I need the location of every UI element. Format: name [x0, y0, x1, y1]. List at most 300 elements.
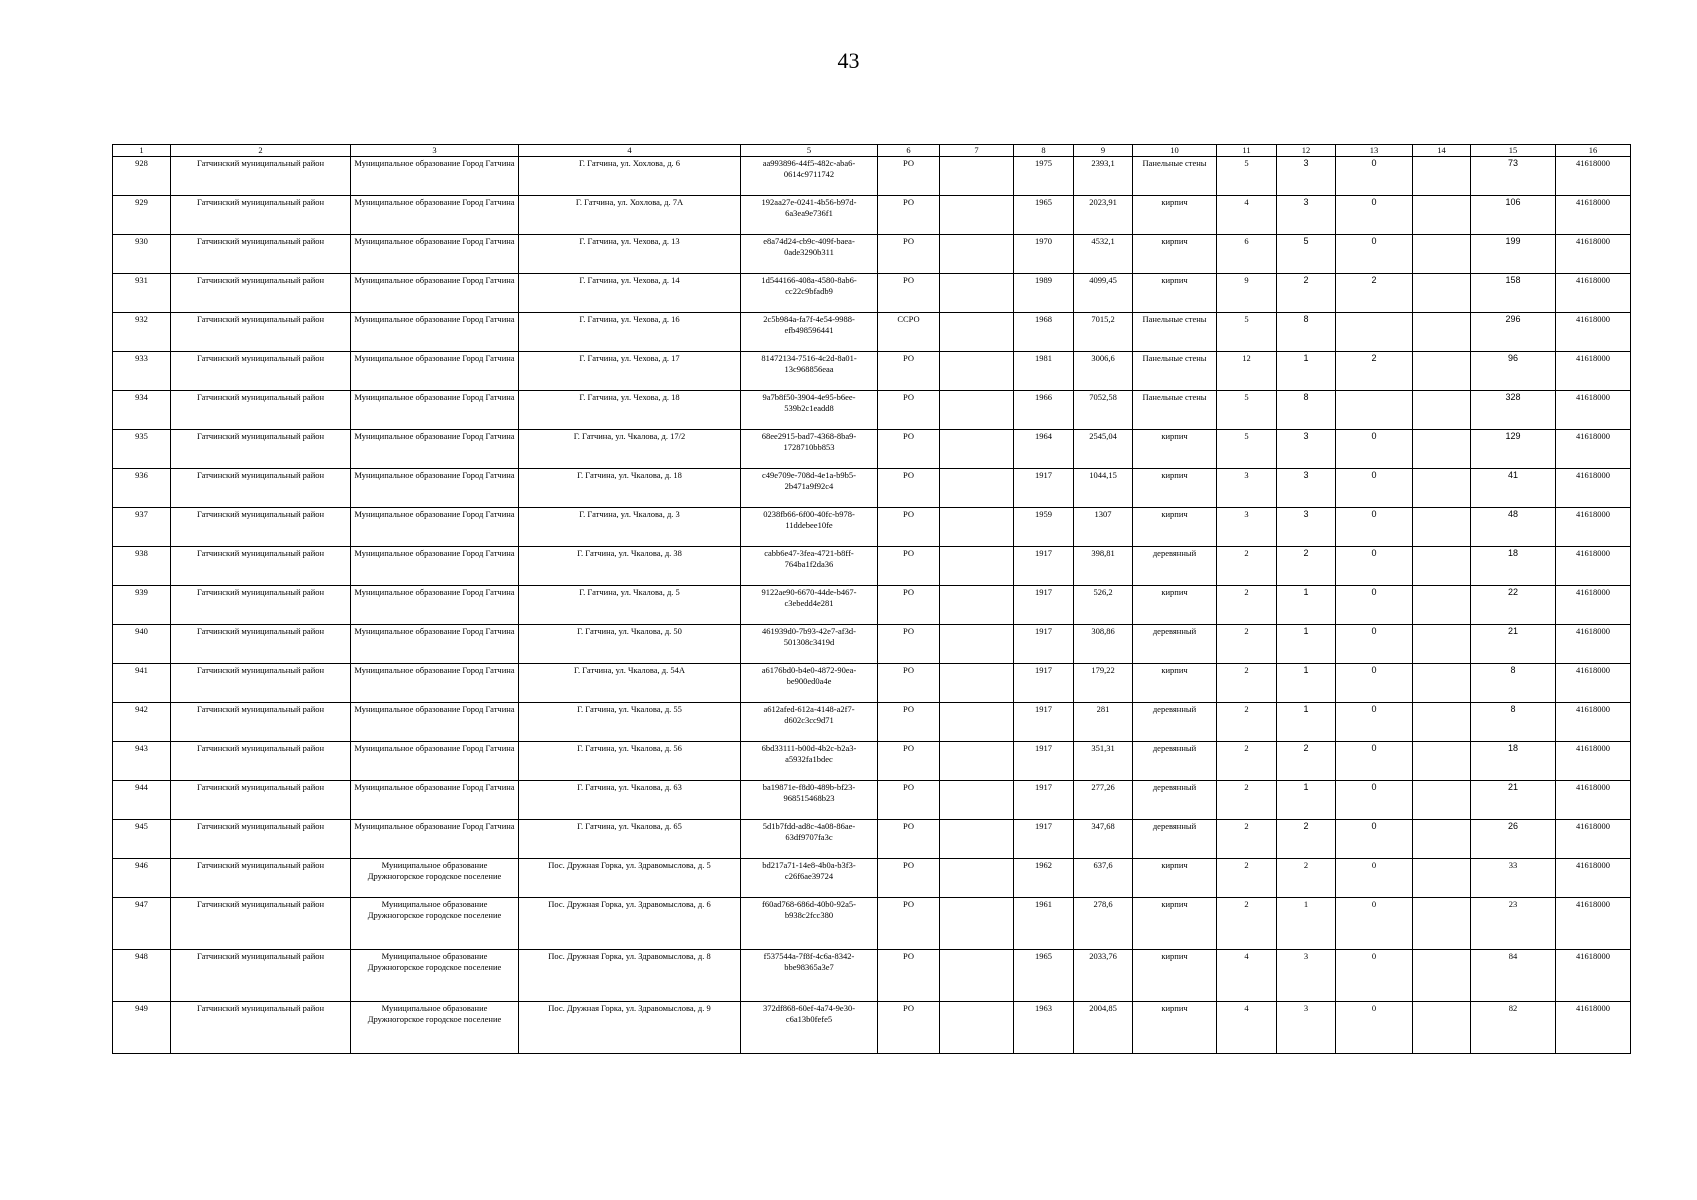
- cell-floors: 4: [1217, 1002, 1277, 1054]
- cell-floors: 2: [1217, 859, 1277, 898]
- cell-col-7: [940, 664, 1014, 703]
- table-row: [113, 586, 1631, 625]
- cell-fund-type: РО: [878, 625, 940, 664]
- cell-col-7: [940, 157, 1014, 196]
- cell-address: Г. Гатчина, ул. Чкалова, д. 56: [519, 742, 741, 781]
- cell-oktmo-code: 41618000: [1556, 196, 1631, 235]
- cell-municipality: Муниципальное образование Город Гатчина: [351, 352, 519, 391]
- cell-col-7: [940, 196, 1014, 235]
- cell-building-guid: 5d1b7fdd-ad8c-4a08-86ae-63df9707fa3c: [741, 820, 878, 859]
- cell-municipality: Муниципальное образование Город Гатчина: [351, 274, 519, 313]
- cell-municipality: Муниципальное образование Дружногорское городское поселение: [351, 898, 519, 950]
- cell-municipality: Муниципальное образование Город Гатчина: [351, 781, 519, 820]
- cell-col-7: [940, 742, 1014, 781]
- cell-col-14: [1413, 664, 1471, 703]
- cell-building-guid: e8a74d24-cb9c-409f-baea-0ade3290b311: [741, 235, 878, 274]
- cell-address: Г. Гатчина, ул. Чехова, д. 13: [519, 235, 741, 274]
- cell-total-area: 2023,91: [1074, 196, 1133, 235]
- cell-municipality: Муниципальное образование Город Гатчина: [351, 664, 519, 703]
- cell-col-7: [940, 625, 1014, 664]
- cell-oktmo-code: 41618000: [1556, 235, 1631, 274]
- cell-total-area: 637,6: [1074, 859, 1133, 898]
- table-row: [113, 820, 1631, 859]
- column-header-12: 12: [1277, 145, 1336, 157]
- cell-address: Г. Гатчина, ул. Чкалова, д. 17/2: [519, 430, 741, 469]
- cell-row-number: 937: [113, 508, 171, 547]
- cell-oktmo-code: 41618000: [1556, 820, 1631, 859]
- cell-col-14: [1413, 781, 1471, 820]
- cell-build-year: 1917: [1014, 742, 1074, 781]
- cell-col-14: [1413, 352, 1471, 391]
- cell-entrances: 3: [1277, 196, 1336, 235]
- cell-col-14: [1413, 235, 1471, 274]
- cell-build-year: 1965: [1014, 950, 1074, 1002]
- cell-residents: 328: [1471, 391, 1556, 430]
- cell-oktmo-code: 41618000: [1556, 742, 1631, 781]
- cell-fund-type: РО: [878, 547, 940, 586]
- cell-entrances: 2: [1277, 547, 1336, 586]
- table-row: [113, 703, 1631, 742]
- cell-entrances: 1: [1277, 352, 1336, 391]
- cell-residents: 84: [1471, 950, 1556, 1002]
- column-header-11: 11: [1217, 145, 1277, 157]
- cell-address: Пос. Дружная Горка, ул. Здравомыслова, д. 5: [519, 859, 741, 898]
- cell-municipality: Муниципальное образование Город Гатчина: [351, 625, 519, 664]
- cell-oktmo-code: 41618000: [1556, 703, 1631, 742]
- cell-fund-type: РО: [878, 1002, 940, 1054]
- cell-district: Гатчинский муниципальный район: [171, 586, 351, 625]
- cell-wall-material: деревянный: [1133, 703, 1217, 742]
- cell-wall-material: кирпич: [1133, 235, 1217, 274]
- cell-wall-material: кирпич: [1133, 274, 1217, 313]
- column-header-16: 16: [1556, 145, 1631, 157]
- cell-wall-material: деревянный: [1133, 625, 1217, 664]
- cell-col-14: [1413, 196, 1471, 235]
- table-row: [113, 235, 1631, 274]
- cell-municipality: Муниципальное образование Дружногорское городское поселение: [351, 1002, 519, 1054]
- table-row: [113, 508, 1631, 547]
- cell-col-14: [1413, 313, 1471, 352]
- cell-build-year: 1963: [1014, 1002, 1074, 1054]
- table-row: [113, 1002, 1631, 1054]
- cell-building-guid: 192aa27e-0241-4b56-b97d-6a3ea9e736f1: [741, 196, 878, 235]
- cell-row-number: 942: [113, 703, 171, 742]
- cell-fund-type: РО: [878, 898, 940, 950]
- cell-oktmo-code: 41618000: [1556, 391, 1631, 430]
- cell-total-area: 1307: [1074, 508, 1133, 547]
- cell-residents: 21: [1471, 625, 1556, 664]
- cell-col-13: 0: [1336, 664, 1413, 703]
- cell-row-number: 945: [113, 820, 171, 859]
- cell-municipality: Муниципальное образование Город Гатчина: [351, 742, 519, 781]
- cell-col-14: [1413, 625, 1471, 664]
- cell-municipality: Муниципальное образование Город Гатчина: [351, 391, 519, 430]
- cell-col-13: [1336, 313, 1413, 352]
- cell-wall-material: кирпич: [1133, 586, 1217, 625]
- cell-col-13: 0: [1336, 547, 1413, 586]
- cell-oktmo-code: 41618000: [1556, 274, 1631, 313]
- cell-row-number: 932: [113, 313, 171, 352]
- cell-col-7: [940, 586, 1014, 625]
- cell-col-14: [1413, 859, 1471, 898]
- cell-entrances: 2: [1277, 859, 1336, 898]
- cell-col-7: [940, 898, 1014, 950]
- cell-district: Гатчинский муниципальный район: [171, 664, 351, 703]
- cell-wall-material: Панельные стены: [1133, 313, 1217, 352]
- cell-build-year: 1917: [1014, 781, 1074, 820]
- cell-address: Г. Гатчина, ул. Чкалова, д. 50: [519, 625, 741, 664]
- column-header-3: 3: [351, 145, 519, 157]
- cell-municipality: Муниципальное образование Город Гатчина: [351, 547, 519, 586]
- cell-district: Гатчинский муниципальный район: [171, 157, 351, 196]
- cell-col-13: 0: [1336, 703, 1413, 742]
- cell-total-area: 1044,15: [1074, 469, 1133, 508]
- page-number: 43: [837, 48, 860, 73]
- cell-municipality: Муниципальное образование Город Гатчина: [351, 196, 519, 235]
- cell-municipality: Муниципальное образование Дружногорское городское поселение: [351, 950, 519, 1002]
- cell-total-area: 2004,85: [1074, 1002, 1133, 1054]
- cell-municipality: Муниципальное образование Город Гатчина: [351, 235, 519, 274]
- cell-floors: 2: [1217, 664, 1277, 703]
- cell-row-number: 949: [113, 1002, 171, 1054]
- column-header-5: 5: [741, 145, 878, 157]
- cell-wall-material: деревянный: [1133, 742, 1217, 781]
- cell-address: Г. Гатчина, ул. Чкалова, д. 65: [519, 820, 741, 859]
- cell-wall-material: кирпич: [1133, 508, 1217, 547]
- cell-build-year: 1917: [1014, 703, 1074, 742]
- cell-col-7: [940, 859, 1014, 898]
- cell-col-7: [940, 274, 1014, 313]
- cell-fund-type: РО: [878, 352, 940, 391]
- cell-residents: 8: [1471, 664, 1556, 703]
- cell-district: Гатчинский муниципальный район: [171, 781, 351, 820]
- cell-address: Г. Гатчина, ул. Чкалова, д. 55: [519, 703, 741, 742]
- cell-col-13: 0: [1336, 898, 1413, 950]
- column-header-14: 14: [1413, 145, 1471, 157]
- cell-floors: 2: [1217, 625, 1277, 664]
- table-body: [113, 157, 1631, 1054]
- cell-fund-type: РО: [878, 950, 940, 1002]
- cell-build-year: 1989: [1014, 274, 1074, 313]
- cell-municipality: Муниципальное образование Город Гатчина: [351, 313, 519, 352]
- cell-district: Гатчинский муниципальный район: [171, 625, 351, 664]
- cell-district: Гатчинский муниципальный район: [171, 430, 351, 469]
- cell-col-13: 0: [1336, 1002, 1413, 1054]
- cell-entrances: 3: [1277, 508, 1336, 547]
- cell-wall-material: Панельные стены: [1133, 352, 1217, 391]
- cell-build-year: 1970: [1014, 235, 1074, 274]
- column-header-4: 4: [519, 145, 741, 157]
- cell-building-guid: 2c5b984a-fa7f-4e54-9988-efb498596441: [741, 313, 878, 352]
- cell-build-year: 1968: [1014, 313, 1074, 352]
- cell-address: Г. Гатчина, ул. Чехова, д. 16: [519, 313, 741, 352]
- cell-entrances: 1: [1277, 898, 1336, 950]
- cell-col-13: 0: [1336, 950, 1413, 1002]
- cell-residents: 73: [1471, 157, 1556, 196]
- cell-residents: 21: [1471, 781, 1556, 820]
- cell-fund-type: РО: [878, 781, 940, 820]
- cell-municipality: Муниципальное образование Город Гатчина: [351, 820, 519, 859]
- cell-col-14: [1413, 703, 1471, 742]
- cell-entrances: 2: [1277, 274, 1336, 313]
- table-row: [113, 391, 1631, 430]
- cell-district: Гатчинский муниципальный район: [171, 1002, 351, 1054]
- cell-entrances: 8: [1277, 313, 1336, 352]
- cell-fund-type: РО: [878, 586, 940, 625]
- cell-total-area: 2033,76: [1074, 950, 1133, 1002]
- cell-building-guid: 0238fb66-6f00-40fc-b978-11ddebee10fe: [741, 508, 878, 547]
- cell-total-area: 4099,45: [1074, 274, 1133, 313]
- cell-municipality: Муниципальное образование Город Гатчина: [351, 508, 519, 547]
- table-row: [113, 157, 1631, 196]
- cell-wall-material: кирпич: [1133, 859, 1217, 898]
- cell-district: Гатчинский муниципальный район: [171, 820, 351, 859]
- cell-build-year: 1962: [1014, 859, 1074, 898]
- cell-floors: 2: [1217, 781, 1277, 820]
- cell-col-7: [940, 781, 1014, 820]
- cell-address: Пос. Дружная Горка, ул. Здравомыслова, д. 9: [519, 1002, 741, 1054]
- cell-residents: 33: [1471, 859, 1556, 898]
- cell-col-7: [940, 313, 1014, 352]
- cell-row-number: 934: [113, 391, 171, 430]
- cell-residents: 82: [1471, 1002, 1556, 1054]
- cell-address: Г. Гатчина, ул. Чехова, д. 18: [519, 391, 741, 430]
- cell-wall-material: кирпич: [1133, 430, 1217, 469]
- cell-fund-type: РО: [878, 430, 940, 469]
- cell-district: Гатчинский муниципальный район: [171, 703, 351, 742]
- cell-floors: 5: [1217, 430, 1277, 469]
- cell-address: Г. Гатчина, ул. Чкалова, д. 38: [519, 547, 741, 586]
- table-row: [113, 313, 1631, 352]
- cell-district: Гатчинский муниципальный район: [171, 547, 351, 586]
- table-row: [113, 664, 1631, 703]
- cell-row-number: 933: [113, 352, 171, 391]
- cell-floors: 4: [1217, 950, 1277, 1002]
- cell-fund-type: РО: [878, 742, 940, 781]
- cell-wall-material: кирпич: [1133, 898, 1217, 950]
- cell-build-year: 1966: [1014, 391, 1074, 430]
- cell-col-13: 0: [1336, 469, 1413, 508]
- cell-entrances: 5: [1277, 235, 1336, 274]
- cell-residents: 18: [1471, 547, 1556, 586]
- cell-total-area: 3006,6: [1074, 352, 1133, 391]
- cell-entrances: 3: [1277, 469, 1336, 508]
- cell-col-14: [1413, 391, 1471, 430]
- cell-district: Гатчинский муниципальный район: [171, 469, 351, 508]
- cell-col-14: [1413, 430, 1471, 469]
- column-header-15: 15: [1471, 145, 1556, 157]
- cell-col-7: [940, 508, 1014, 547]
- cell-floors: 2: [1217, 742, 1277, 781]
- cell-col-7: [940, 391, 1014, 430]
- cell-building-guid: 1d544166-408a-4580-8ab6-cc22c9bfadb9: [741, 274, 878, 313]
- cell-build-year: 1981: [1014, 352, 1074, 391]
- table-row: [113, 950, 1631, 1002]
- cell-build-year: 1917: [1014, 586, 1074, 625]
- cell-fund-type: РО: [878, 859, 940, 898]
- cell-entrances: 1: [1277, 703, 1336, 742]
- cell-wall-material: деревянный: [1133, 547, 1217, 586]
- cell-col-7: [940, 703, 1014, 742]
- cell-address: Г. Гатчина, ул. Хохлова, д. 6: [519, 157, 741, 196]
- cell-col-13: 0: [1336, 625, 1413, 664]
- cell-row-number: 946: [113, 859, 171, 898]
- cell-total-area: 351,31: [1074, 742, 1133, 781]
- cell-floors: 2: [1217, 820, 1277, 859]
- cell-building-guid: a612afed-612a-4148-a2f7-d602c3cc9d71: [741, 703, 878, 742]
- cell-floors: 5: [1217, 157, 1277, 196]
- cell-building-guid: 461939d0-7b93-42e7-af3d-501308c3419d: [741, 625, 878, 664]
- cell-total-area: 281: [1074, 703, 1133, 742]
- cell-floors: 5: [1217, 391, 1277, 430]
- cell-row-number: 939: [113, 586, 171, 625]
- cell-building-guid: 68ee2915-bad7-4368-8ba9-1728710bb853: [741, 430, 878, 469]
- cell-col-13: 0: [1336, 586, 1413, 625]
- table-row: [113, 859, 1631, 898]
- cell-floors: 2: [1217, 898, 1277, 950]
- cell-wall-material: кирпич: [1133, 950, 1217, 1002]
- cell-row-number: 929: [113, 196, 171, 235]
- cell-building-guid: a6176bd0-b4e0-4872-90ea-be900ed0a4e: [741, 664, 878, 703]
- cell-address: Г. Гатчина, ул. Чехова, д. 14: [519, 274, 741, 313]
- cell-build-year: 1917: [1014, 625, 1074, 664]
- cell-col-14: [1413, 898, 1471, 950]
- cell-row-number: 943: [113, 742, 171, 781]
- cell-residents: 158: [1471, 274, 1556, 313]
- cell-col-14: [1413, 508, 1471, 547]
- cell-col-13: 0: [1336, 820, 1413, 859]
- table-row: [113, 742, 1631, 781]
- cell-col-13: 0: [1336, 742, 1413, 781]
- cell-residents: 106: [1471, 196, 1556, 235]
- column-header-2: 2: [171, 145, 351, 157]
- cell-entrances: 3: [1277, 1002, 1336, 1054]
- cell-build-year: 1917: [1014, 469, 1074, 508]
- cell-col-7: [940, 235, 1014, 274]
- cell-col-13: [1336, 391, 1413, 430]
- cell-oktmo-code: 41618000: [1556, 469, 1631, 508]
- cell-row-number: 940: [113, 625, 171, 664]
- cell-municipality: Муниципальное образование Дружногорское городское поселение: [351, 859, 519, 898]
- cell-entrances: 1: [1277, 781, 1336, 820]
- cell-building-guid: f60ad768-686d-40b0-92a5-b938c2fcc380: [741, 898, 878, 950]
- cell-build-year: 1917: [1014, 664, 1074, 703]
- cell-building-guid: f537544a-7f8f-4c6a-8342-bbe98365a3e7: [741, 950, 878, 1002]
- cell-fund-type: РО: [878, 235, 940, 274]
- cell-col-7: [940, 430, 1014, 469]
- cell-address: Г. Гатчина, ул. Чкалова, д. 18: [519, 469, 741, 508]
- table-row: [113, 781, 1631, 820]
- cell-oktmo-code: 41618000: [1556, 859, 1631, 898]
- cell-col-7: [940, 820, 1014, 859]
- cell-build-year: 1917: [1014, 820, 1074, 859]
- cell-address: Г. Гатчина, ул. Чехова, д. 17: [519, 352, 741, 391]
- cell-fund-type: РО: [878, 391, 940, 430]
- cell-oktmo-code: 41618000: [1556, 950, 1631, 1002]
- cell-entrances: 3: [1277, 157, 1336, 196]
- cell-district: Гатчинский муниципальный район: [171, 898, 351, 950]
- cell-row-number: 928: [113, 157, 171, 196]
- cell-row-number: 941: [113, 664, 171, 703]
- cell-col-7: [940, 547, 1014, 586]
- table-row: [113, 274, 1631, 313]
- cell-oktmo-code: 41618000: [1556, 586, 1631, 625]
- cell-building-guid: aa993896-44f5-482c-aba6-0614c9711742: [741, 157, 878, 196]
- cell-address: Г. Гатчина, ул. Чкалова, д. 5: [519, 586, 741, 625]
- cell-building-guid: 6bd33111-b00d-4b2c-b2a3-a5932fa1bdec: [741, 742, 878, 781]
- cell-col-14: [1413, 950, 1471, 1002]
- cell-district: Гатчинский муниципальный район: [171, 235, 351, 274]
- cell-row-number: 938: [113, 547, 171, 586]
- cell-residents: 26: [1471, 820, 1556, 859]
- table-row: [113, 430, 1631, 469]
- cell-fund-type: РО: [878, 664, 940, 703]
- cell-wall-material: деревянный: [1133, 781, 1217, 820]
- cell-oktmo-code: 41618000: [1556, 430, 1631, 469]
- cell-address: Пос. Дружная Горка, ул. Здравомыслова, д. 6: [519, 898, 741, 950]
- cell-col-7: [940, 352, 1014, 391]
- cell-building-guid: 9122ae90-6670-44de-b467-c3ebedd4e281: [741, 586, 878, 625]
- cell-municipality: Муниципальное образование Город Гатчина: [351, 469, 519, 508]
- cell-municipality: Муниципальное образование Город Гатчина: [351, 157, 519, 196]
- cell-total-area: 179,22: [1074, 664, 1133, 703]
- cell-floors: 3: [1217, 508, 1277, 547]
- cell-building-guid: 81472134-7516-4c2d-8a01-13c968856eaa: [741, 352, 878, 391]
- cell-wall-material: кирпич: [1133, 664, 1217, 703]
- cell-build-year: 1917: [1014, 547, 1074, 586]
- cell-building-guid: bd217a71-14e8-4b0a-b3f3-c26f6ae39724: [741, 859, 878, 898]
- cell-floors: 3: [1217, 469, 1277, 508]
- cell-total-area: 398,81: [1074, 547, 1133, 586]
- cell-fund-type: РО: [878, 469, 940, 508]
- cell-floors: 2: [1217, 586, 1277, 625]
- cell-col-7: [940, 950, 1014, 1002]
- cell-total-area: 278,6: [1074, 898, 1133, 950]
- cell-fund-type: РО: [878, 196, 940, 235]
- cell-district: Гатчинский муниципальный район: [171, 196, 351, 235]
- cell-wall-material: Панельные стены: [1133, 157, 1217, 196]
- column-header-9: 9: [1074, 145, 1133, 157]
- cell-address: Пос. Дружная Горка, ул. Здравомыслова, д. 8: [519, 950, 741, 1002]
- cell-residents: 23: [1471, 898, 1556, 950]
- cell-district: Гатчинский муниципальный район: [171, 274, 351, 313]
- cell-row-number: 935: [113, 430, 171, 469]
- cell-total-area: 7015,2: [1074, 313, 1133, 352]
- table-row: [113, 898, 1631, 950]
- cell-residents: 18: [1471, 742, 1556, 781]
- cell-fund-type: РО: [878, 274, 940, 313]
- cell-address: Г. Гатчина, ул. Чкалова, д. 54А: [519, 664, 741, 703]
- cell-col-13: 0: [1336, 430, 1413, 469]
- cell-address: Г. Гатчина, ул. Хохлова, д. 7А: [519, 196, 741, 235]
- cell-entrances: 8: [1277, 391, 1336, 430]
- cell-entrances: 1: [1277, 586, 1336, 625]
- cell-total-area: 7052,58: [1074, 391, 1133, 430]
- cell-col-13: 2: [1336, 352, 1413, 391]
- cell-district: Гатчинский муниципальный район: [171, 391, 351, 430]
- cell-fund-type: РО: [878, 157, 940, 196]
- cell-floors: 2: [1217, 547, 1277, 586]
- cell-oktmo-code: 41618000: [1556, 625, 1631, 664]
- column-header-13: 13: [1336, 145, 1413, 157]
- cell-district: Гатчинский муниципальный район: [171, 859, 351, 898]
- cell-oktmo-code: 41618000: [1556, 508, 1631, 547]
- cell-floors: 5: [1217, 313, 1277, 352]
- cell-build-year: 1959: [1014, 508, 1074, 547]
- cell-municipality: Муниципальное образование Город Гатчина: [351, 430, 519, 469]
- cell-row-number: 936: [113, 469, 171, 508]
- cell-total-area: 308,86: [1074, 625, 1133, 664]
